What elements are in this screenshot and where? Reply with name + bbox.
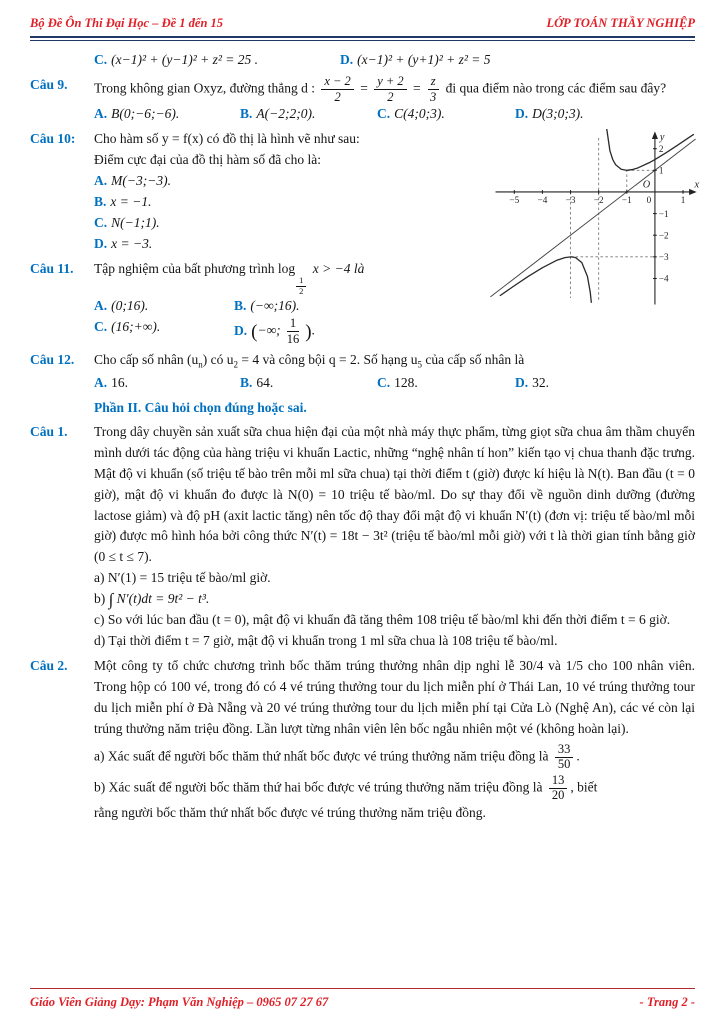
fraction-numerator: 33 [555, 743, 574, 758]
statement-b [94, 774, 695, 803]
option-label: C. [377, 106, 391, 122]
option-value: B(0;−6;−6). [111, 106, 180, 122]
option-d [515, 104, 695, 125]
header-right-text: LỚP TOÁN THẦY NGHIỆP [546, 16, 695, 30]
fraction-33-50 [555, 743, 574, 772]
option-label: A. [94, 106, 108, 122]
x-tick-label: −3 [565, 194, 576, 205]
fraction-denominator: 2 [299, 286, 304, 297]
text-part: đi qua điểm nào trong các điểm sau đây? [445, 80, 667, 96]
option-value: 128. [394, 374, 418, 390]
period: . [311, 322, 315, 338]
option-c [94, 50, 340, 71]
option-value: C(4;0;3). [394, 106, 445, 122]
question-9-options [94, 104, 695, 125]
text-part: Tập nghiệm của bất phương trình log [94, 260, 296, 276]
option-value: 16. [111, 374, 128, 390]
x-axis-label: x [694, 179, 700, 191]
question-text [94, 75, 695, 104]
fraction-denominator: 20 [551, 788, 565, 803]
option-value: 64. [256, 374, 274, 390]
text-part: Trong không gian Oxyz, đường thẳng d : [94, 80, 315, 96]
question-12-options [94, 373, 695, 394]
question-text: Một công ty tổ chức chương trình bốc thăm trúng thưởng nhân dịp nghỉ lễ 30/4 và 1/5 cho 100 nhân viên. Trong hộp có 100 vé, trong đó có 4 vé trúng thưởng tour du lịch miễn phí ở Thái Lan, 10 vé trúng thưởng tour du lịch miễn phí ở Đà Nẵng và 20 vé trúng thưởng tour du lịch miễn phí tại Cửa Lò (Nghệ An), các vé còn lại trúng thưởng năm triệu đồng. Lần lượt từng nhân viên lên bốc ngẫu nhiên một vé (không hoàn lại). [94, 657, 695, 736]
option-label: D. [515, 374, 529, 390]
x-axis [495, 190, 692, 194]
fraction-denominator: 3 [430, 89, 437, 104]
option-label: B. [240, 374, 253, 390]
statement-a [94, 743, 695, 772]
option-value: (−∞;16). [250, 298, 300, 314]
statement-a: a) N′(1) = 15 triệu tế bào/ml giờ. [94, 570, 271, 586]
question-11-head [30, 259, 481, 297]
text-part: Cho cấp số nhân (u [94, 352, 199, 368]
question-9 [30, 75, 695, 125]
question-10-line2: Điểm cực đại của đồ thị hàm số đã cho là: [94, 152, 321, 168]
option-d [515, 373, 695, 394]
fraction-numerator: y + 2 [374, 75, 406, 90]
option-value: 32. [532, 374, 549, 390]
dashed-guides [571, 138, 655, 300]
question-label: Câu 1. [30, 423, 68, 439]
text-part: của cấp số nhân là [421, 352, 525, 368]
option-label: C. [94, 52, 108, 68]
equals-sign: = [413, 80, 421, 96]
text-part: ) có u [202, 352, 234, 368]
question-12 [30, 350, 695, 394]
y-tick-label: −3 [658, 252, 669, 263]
option-label: B. [94, 193, 107, 209]
option-label: D. [234, 322, 248, 338]
open-paren: ( [251, 321, 258, 343]
option-label: C. [94, 214, 108, 230]
fraction-13-20 [549, 774, 568, 803]
option-c [377, 373, 515, 394]
header-left-text: Bộ Đề Ôn Thi Đại Học – Đề 1 đến 15 [30, 16, 224, 30]
option-d [234, 317, 315, 346]
text-part: x > −4 là [312, 260, 365, 276]
option-value: x = −3. [111, 235, 153, 251]
header-rule [30, 36, 695, 41]
page-header [30, 14, 695, 36]
question-11-options-row1 [94, 296, 481, 317]
question-text: Trong dây chuyền sản xuất sữa chua hiện đại của một nhà máy thực phẩm, từng giọt sữa chua âm thầm chuyển mình dưới tác động của hàng triệu vi khuẩn Lactic, những “nghệ nhân tí hon” kiến tạo vị chua thanh đặc trưng. Mật độ vi khuẩn (số triệu tế bào trên mỗi ml sữa chua) tại thời điểm t (giờ) được kí hiệu là N(t). Ban đầu (t = 0 giờ), mật độ vi khuẩn đo được là N(0) = 10 triệu tế bào/ml. Do sự thay đổi về nguồn dinh dưỡng (đường lactose giảm) và độ pH (axit lactic tăng) nên tốc độ thay đổi mật độ vi khuẩn N′(t) (đơn vị: triệu tế bào/ml mỗi giờ) được mô hình hóa bởi công thức N′(t) = 18t − 3t² (triệu tế bào/ml mỗi giờ) với t là thời gian tính bằng giờ (0 ≤ t ≤ 7). [94, 423, 695, 565]
option-label: C. [377, 374, 391, 390]
y-axis-arrow [652, 132, 658, 140]
y-axis-label: y [659, 132, 665, 144]
text-part: , biết [570, 779, 598, 795]
question-9-head [30, 75, 695, 104]
part-2-heading: Phần II. Câu hỏi chọn đúng hoặc sai. [94, 399, 307, 415]
text-part: a) Xác suất để người bốc thăm thứ nhất bốc được vé trúng thưởng năm triệu đồng là [94, 748, 549, 764]
option-label: A. [94, 173, 108, 189]
option-label: B. [240, 106, 253, 122]
y-tick-label: 2 [658, 144, 664, 155]
option-label: D. [340, 52, 354, 68]
question-p2-2 [30, 656, 695, 824]
fraction-numerator: 1 [296, 276, 306, 287]
curve-right-branch [607, 129, 694, 170]
footer-left-text: Giáo Viên Giảng Dạy: Phạm Văn Nghiệp – 0965 07 27 67 [30, 994, 329, 1009]
axis-tick-labels [509, 132, 699, 284]
x-tick-label: 0 [646, 194, 652, 205]
text-part: b) Xác suất để người bốc thăm thứ hai bốc được vé trúng thưởng năm triệu đồng là [94, 779, 543, 795]
question-8-options-row [94, 50, 695, 71]
fraction-numerator: x − 2 [321, 75, 353, 90]
option-d [340, 50, 491, 71]
question-10-11-block [30, 129, 700, 346]
question-label: Câu 9. [30, 77, 68, 93]
question-text [94, 259, 481, 297]
option-label: A. [94, 298, 108, 314]
statement-c: c) So với lúc ban đầu (t = 0), mật độ vi khuẩn đã tăng thêm 108 triệu tế bào/ml khi đến thời điểm t = 6 giờ. [94, 612, 671, 628]
option-value: (x−1)² + (y+1)² + z² = 5 [357, 52, 491, 68]
curve-left-branch [500, 257, 591, 302]
subscript-2: 2 [233, 360, 238, 371]
y-tick-label: −1 [658, 209, 669, 220]
option-c [377, 104, 515, 125]
fraction-denominator: 50 [557, 757, 571, 772]
option-c [94, 317, 234, 346]
equals-sign: = [360, 80, 368, 96]
fraction-x [321, 75, 353, 104]
option-value: D(3;0;3). [532, 106, 584, 122]
period: . [576, 748, 580, 764]
x-tick-label: −2 [593, 194, 604, 205]
text-part: b) [94, 591, 106, 607]
origin-label: O [642, 179, 651, 191]
fraction-denominator: 2 [334, 89, 341, 104]
option-b [234, 296, 300, 317]
fraction-z [427, 75, 439, 104]
option-label: B. [234, 298, 247, 314]
option-a [94, 104, 240, 125]
option-value: (0;16). [111, 298, 149, 314]
x-tick-label: −4 [537, 194, 548, 205]
page-footer [30, 988, 695, 1012]
question-label: Câu 2. [30, 657, 68, 673]
option-value: A(−2;2;0). [256, 106, 316, 122]
x-tick-label: 1 [680, 194, 686, 205]
x-tick-label: −1 [621, 194, 632, 205]
integral-sign: ∫ [108, 590, 114, 610]
option-value: M(−3;−3). [111, 173, 171, 189]
y-tick-label: −4 [658, 273, 669, 284]
option-a [94, 296, 234, 317]
footer-page-number: - Trang 2 - [639, 994, 695, 1009]
y-tick-label: 1 [658, 165, 664, 176]
question-11-options-row2 [94, 317, 695, 346]
statement-d: d) Tại thời điểm t = 7 giờ, mật độ vi khuẩn trong 1 ml sữa chua là 108 triệu tế bào/ml. [94, 633, 558, 649]
fraction-y [374, 75, 406, 104]
fraction-1-16 [284, 317, 303, 346]
option-b [240, 104, 377, 125]
y-axis [653, 136, 657, 305]
question-label: Câu 10: [30, 131, 76, 147]
question-label: Câu 12. [30, 352, 75, 368]
option-label: C. [94, 319, 108, 335]
option-value: x = −1. [110, 193, 152, 209]
statement-b-line2: rằng người bốc thăm thứ nhất bốc được vé trúng thưởng năm triệu đồng. [94, 804, 486, 820]
x-tick-label: −5 [509, 194, 520, 205]
question-p2-2-head [30, 656, 695, 740]
question-text: Cho hàm số y = f(x) có đồ thị là hình vẽ như sau: [94, 131, 360, 147]
fraction-numerator: z [428, 75, 439, 90]
question-10-head [30, 129, 481, 150]
question-text [94, 350, 695, 373]
fraction-numerator: 1 [287, 317, 299, 332]
option-b [240, 373, 377, 394]
subscript-n: n [198, 360, 203, 371]
y-tick-label: −2 [658, 230, 669, 241]
question-label: Câu 11. [30, 260, 74, 276]
question-p2-1-head [30, 422, 695, 568]
question-p2-1 [30, 422, 695, 652]
fraction-denominator: 16 [286, 331, 300, 346]
fraction-numerator: 13 [549, 774, 568, 789]
text-part: = 4 và công bội q = 2. Số hạng u [237, 352, 418, 368]
option-value: (x−1)² + (y−1)² + z² = 25 . [111, 52, 259, 68]
option-value-part: −∞; [257, 322, 281, 338]
fraction-denominator: 2 [387, 89, 394, 104]
statement-b [94, 589, 695, 610]
option-value: N(−1;1). [111, 214, 160, 230]
option-value: (16;+∞). [111, 319, 161, 335]
option-label: D. [515, 106, 529, 122]
question-12-head [30, 350, 695, 373]
option-a [94, 373, 240, 394]
text-part: N′(t)dt = 9t² − t³. [116, 591, 210, 607]
subscript-5: 5 [417, 360, 422, 371]
option-label: D. [94, 235, 108, 251]
function-graph [489, 129, 701, 309]
log-base-fraction [296, 276, 306, 297]
option-label: A. [94, 374, 108, 390]
close-paren: ) [305, 321, 312, 343]
